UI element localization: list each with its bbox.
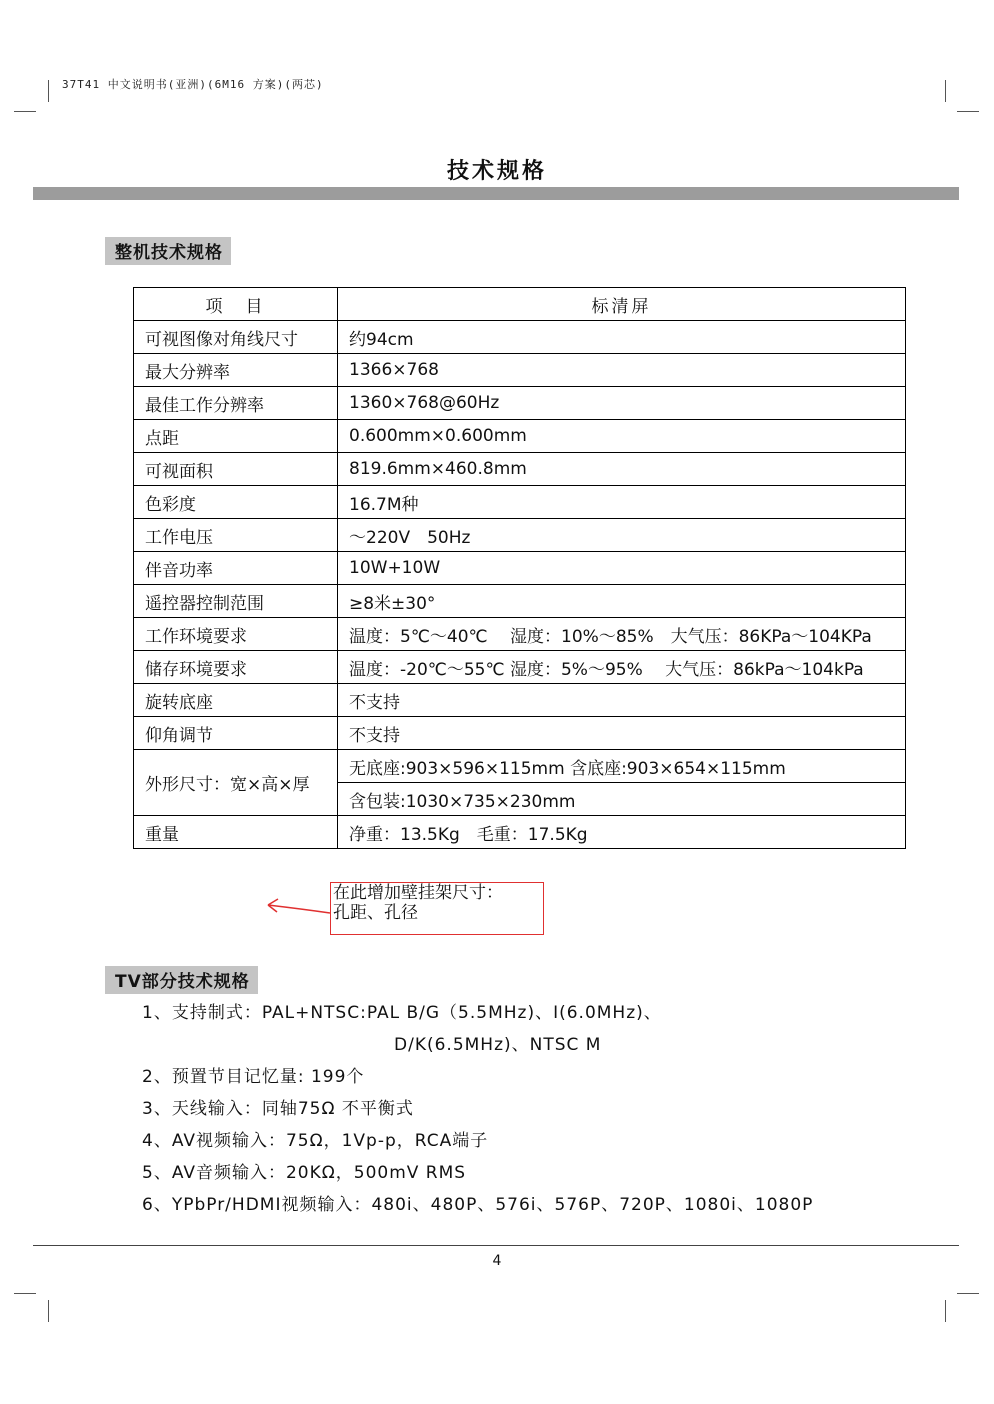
row-label: 色彩度 [134, 486, 338, 519]
crop-mark [14, 111, 36, 112]
list-item: D/K(6.5MHz)、NTSC M [394, 1035, 602, 1055]
table-row [134, 651, 906, 684]
row-label: 外形尺寸：宽×高×厚 [134, 750, 338, 816]
row-label: 点距 [134, 420, 338, 453]
row-label: 旋转底座 [134, 684, 338, 717]
list-item: 3、天线输入：同轴75Ω 不平衡式 [142, 1099, 414, 1119]
table-row [134, 321, 906, 354]
row-value: 温度：5℃～40℃ 湿度：10%～85% 大气压：86KPa～104KPa [338, 618, 906, 651]
footer-divider [33, 1245, 959, 1246]
section-heading-tv-specs: TV部分技术规格 [105, 966, 258, 994]
table-row [134, 486, 906, 519]
crop-mark [48, 1300, 49, 1322]
row-label: 仰角调节 [134, 717, 338, 750]
row-label: 重量 [134, 816, 338, 849]
table-row [134, 519, 906, 552]
table-row [134, 420, 906, 453]
table-row [134, 618, 906, 651]
table-header-value: 标清屏 [338, 288, 906, 321]
row-label: 工作环境要求 [134, 618, 338, 651]
row-value: 16.7M种 [338, 486, 906, 519]
list-item: 2、预置节目记忆量: 199个 [142, 1067, 365, 1087]
row-value: 0.600mm×0.600mm [338, 420, 906, 453]
row-label: 储存环境要求 [134, 651, 338, 684]
document-header-label: 37T41 中文说明书(亚洲)(6M16 方案)(两芯) [62, 78, 324, 91]
row-value: 无底座:903×596×115mm 含底座:903×654×115mm [338, 750, 906, 783]
list-item: 6、YPbPr/HDMI视频输入：480i、480P、576i、576P、720P、1080i、1080P [142, 1195, 814, 1215]
crop-mark [945, 80, 946, 102]
table-row [134, 387, 906, 420]
table-row [134, 552, 906, 585]
crop-mark [945, 1300, 946, 1322]
row-value: 净重：13.5Kg 毛重：17.5Kg [338, 816, 906, 849]
crop-mark [14, 1293, 36, 1294]
page-title: 技术规格 [446, 159, 547, 184]
row-value: 10W+10W [338, 552, 906, 585]
row-label: 可视面积 [134, 453, 338, 486]
row-value: 温度：-20℃～55℃ 湿度：5%～95% 大气压：86kPa～104kPa [338, 651, 906, 684]
row-value: 819.6mm×460.8mm [338, 453, 906, 486]
row-value: 不支持 [338, 684, 906, 717]
table-row [134, 717, 906, 750]
table-header-row [134, 288, 906, 321]
table-row [134, 816, 906, 849]
annotation-arrow-icon [262, 893, 332, 933]
crop-mark [48, 80, 49, 102]
row-label: 工作电压 [134, 519, 338, 552]
row-value: 1360×768@60Hz [338, 387, 906, 420]
annotation-text: 孔距、孔径 [333, 903, 418, 923]
title-divider-bar [33, 187, 959, 200]
spec-table [133, 287, 906, 849]
annotation-text: 在此增加壁挂架尺寸： [333, 883, 503, 903]
table-row [134, 585, 906, 618]
row-value: 不支持 [338, 717, 906, 750]
row-value: ～220V 50Hz [338, 519, 906, 552]
table-row [134, 354, 906, 387]
crop-mark [957, 111, 979, 112]
list-item: 5、AV音频输入：20KΩ，500mV RMS [142, 1163, 467, 1183]
review-annotation-box [330, 882, 544, 935]
row-label: 最大分辨率 [134, 354, 338, 387]
section-heading-unit-specs: 整机技术规格 [105, 237, 231, 265]
row-label: 可视图像对角线尺寸 [134, 321, 338, 354]
tv-spec-list [142, 1000, 813, 1224]
list-item: 4、AV视频输入：75Ω，1Vp-p，RCA端子 [142, 1131, 489, 1151]
row-label: 伴音功率 [134, 552, 338, 585]
page-number: 4 [492, 1253, 502, 1269]
table-row [134, 453, 906, 486]
row-value: 含包装:1030×735×230mm [338, 783, 906, 816]
table-row [134, 684, 906, 717]
row-value: ≥8米±30° [338, 585, 906, 618]
table-header-item: 项 目 [134, 288, 338, 321]
row-label: 遥控器控制范围 [134, 585, 338, 618]
crop-mark [957, 1293, 979, 1294]
row-value: 约94cm [338, 321, 906, 354]
row-value: 1366×768 [338, 354, 906, 387]
table-row-dimensions [134, 750, 906, 783]
row-label: 最佳工作分辨率 [134, 387, 338, 420]
list-item: 1、支持制式：PAL+NTSC:PAL B/G（5.5MHz)、I(6.0MHz)、 [142, 1003, 662, 1023]
